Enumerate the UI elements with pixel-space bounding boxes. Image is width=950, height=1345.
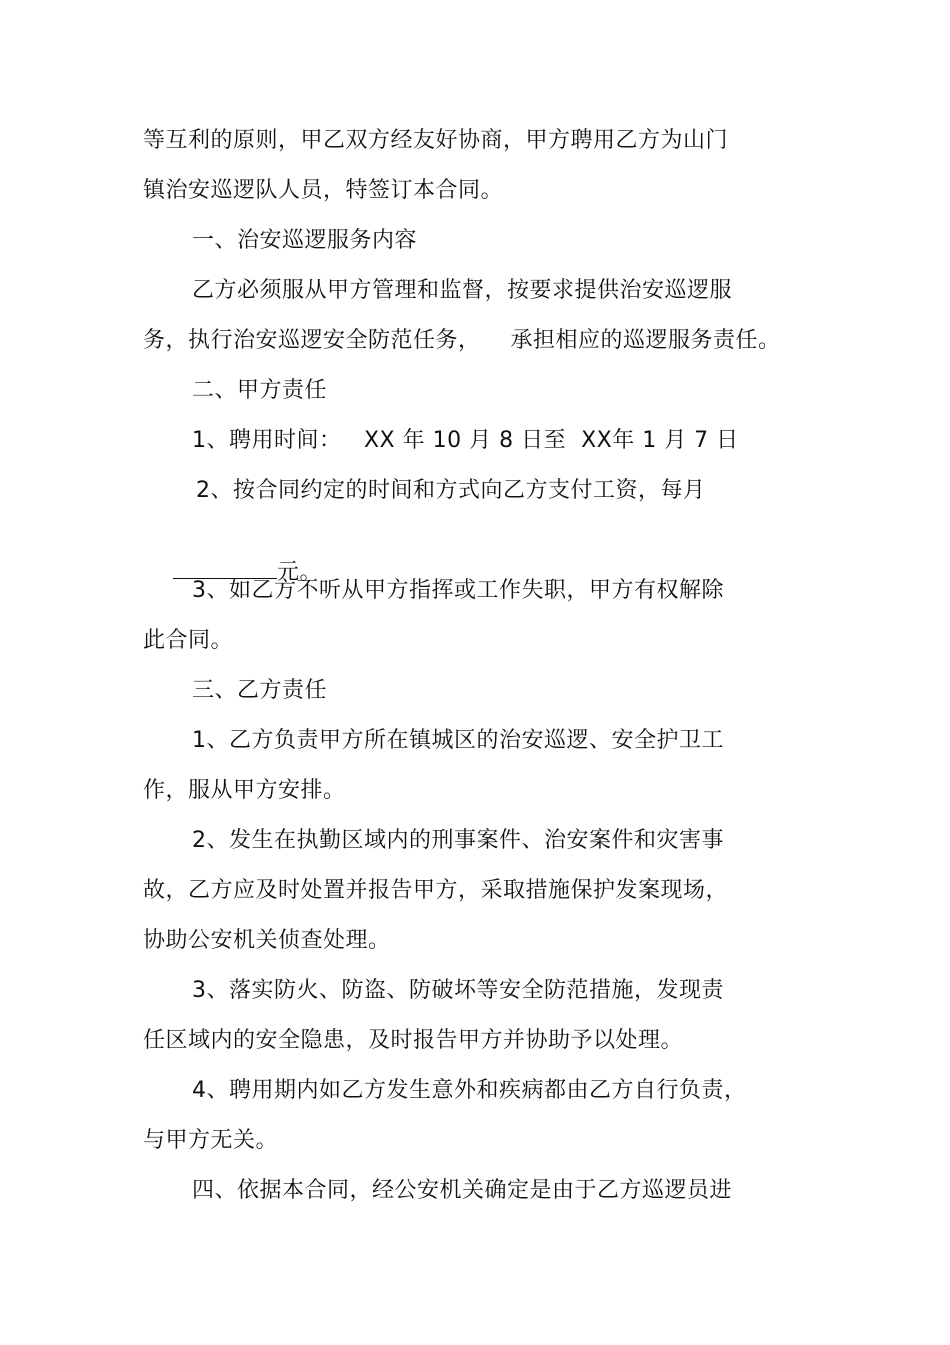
- section-heading: 一、治安巡逻服务内容: [192, 228, 418, 253]
- text-line: 此合同。: [143, 628, 234, 653]
- section-heading: 二、甲方责任: [192, 378, 328, 403]
- text-fragment: 元。: [276, 560, 322, 585]
- text-line: 3、如乙方不听从甲方指挥或工作失职，甲方有权解除: [192, 578, 724, 603]
- text-line: 4、聘用期内如乙方发生意外和疾病都由乙方自行负责，: [192, 1078, 747, 1103]
- section-heading: 四、依据本合同，经公安机关确定是由于乙方巡逻员进: [192, 1178, 733, 1203]
- text-line: 2、按合同约定的时间和方式向乙方支付工资，每月: [196, 478, 706, 503]
- section-heading: 三、乙方责任: [192, 678, 328, 703]
- text-line: 3、落实防火、防盗、防破坏等安全防范措施，发现责: [192, 978, 724, 1003]
- text-line: 务，执行治安巡逻安全防范任务， 承担相应的巡逻服务责任。: [143, 328, 781, 353]
- text-line: 任区域内的安全隐患，及时报告甲方并协助予以处理。: [143, 1028, 684, 1053]
- text-line: 1、乙方负责甲方所在镇城区的治安巡逻、安全护卫工: [192, 728, 724, 753]
- text-line: 1、聘用时间： XX 年 10 月 8 日至 XX年 1 月 7 日: [192, 428, 739, 453]
- text-line: 与甲方无关。: [143, 1128, 279, 1153]
- text-line: 乙方必须服从甲方管理和监督，按要求提供治安巡逻服: [192, 278, 733, 303]
- text-line: 等互利的原则，甲乙双方经友好协商，甲方聘用乙方为山门: [143, 128, 729, 153]
- text-line: 2、发生在执勤区域内的刑事案件、治安案件和灾害事: [192, 828, 724, 853]
- text-line: 故，乙方应及时处置并报告甲方，采取措施保护发案现场，: [143, 878, 729, 903]
- text-line: 协助公安机关侦查处理。: [143, 928, 391, 953]
- text-line: 镇治安巡逻队人员，特签订本合同。: [143, 178, 504, 203]
- text-line: 作，服从甲方安排。: [143, 778, 346, 803]
